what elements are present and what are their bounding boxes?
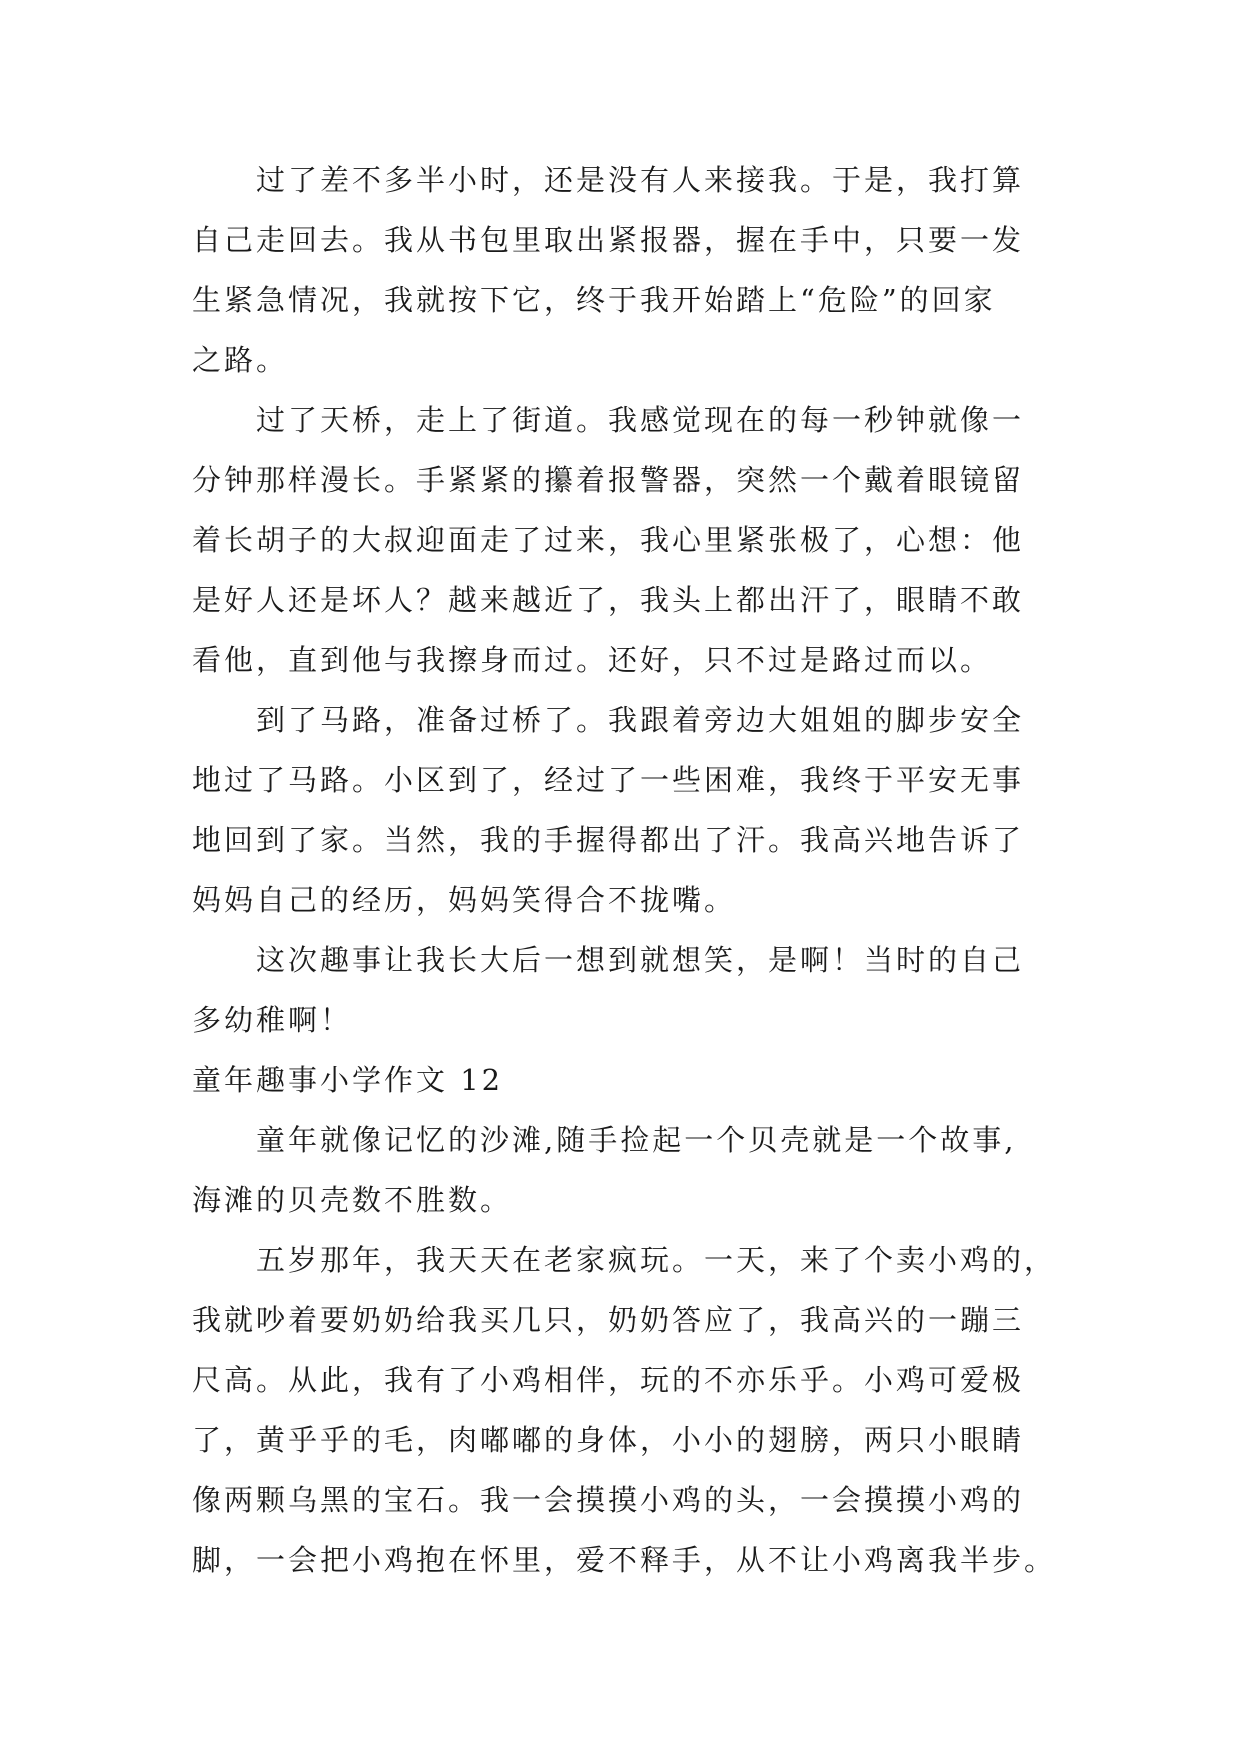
text-line: 像两颗乌黑的宝石。我一会摸摸小鸡的头，一会摸摸小鸡的	[192, 1483, 1025, 1517]
text-line: 童年就像记忆的沙滩,随手捡起一个贝壳就是一个故事,	[256, 1123, 1017, 1157]
text-line: 我就吵着要奶奶给我买几只，奶奶答应了，我高兴的一蹦三	[192, 1303, 1025, 1337]
paragraph-1	[192, 150, 1072, 390]
text-line: 分钟那样漫长。手紧紧的攥着报警器，突然一个戴着眼镜留	[192, 463, 1025, 497]
text-line: 这次趣事让我长大后一想到就想笑，是啊！当时的自己	[256, 943, 1025, 977]
text-line: 多幼稚啊！	[192, 1003, 353, 1037]
text-line: 生紧急情况，我就按下它，终于我开始踏上“危险”的回家	[192, 283, 996, 317]
text-line: 脚，一会把小鸡抱在怀里，爱不释手，从不让小鸡离我半步。	[192, 1543, 1057, 1577]
text-line: 之路。	[192, 343, 289, 377]
paragraph-3	[192, 690, 1072, 930]
text-line: 过了天桥，走上了街道。我感觉现在的每一秒钟就像一	[256, 403, 1025, 437]
paragraph-2	[192, 390, 1072, 690]
text-line: 五岁那年，我天天在老家疯玩。一天，来了个卖小鸡的，	[256, 1243, 1057, 1277]
paragraph-4	[192, 930, 1072, 1050]
text-line: 海滩的贝壳数不胜数。	[192, 1183, 513, 1217]
text-line: 过了差不多半小时，还是没有人来接我。于是，我打算	[256, 163, 1025, 197]
text-line: 了，黄乎乎的毛，肉嘟嘟的身体，小小的翅膀，两只小眼睛	[192, 1423, 1025, 1457]
paragraph-6	[192, 1230, 1072, 1590]
text-line: 自己走回去。我从书包里取出紧报器，握在手中，只要一发	[192, 223, 1025, 257]
paragraph-5	[192, 1110, 1072, 1230]
text-line: 着长胡子的大叔迎面走了过来，我心里紧张极了，心想：他	[192, 523, 1025, 557]
text-line: 地过了马路。小区到了，经过了一些困难，我终于平安无事	[192, 763, 1025, 797]
section-heading: 童年趣事小学作文 12	[192, 1063, 504, 1097]
text-line: 地回到了家。当然，我的手握得都出了汗。我高兴地告诉了	[192, 823, 1025, 857]
text-line: 是好人还是坏人？越来越近了，我头上都出汗了，眼睛不敢	[192, 583, 1025, 617]
text-line: 到了马路，准备过桥了。我跟着旁边大姐姐的脚步安全	[256, 703, 1025, 737]
text-line: 看他，直到他与我擦身而过。还好，只不过是路过而以。	[192, 643, 993, 677]
text-line: 尺高。从此，我有了小鸡相伴，玩的不亦乐乎。小鸡可爱极	[192, 1363, 1025, 1397]
document-body	[192, 150, 1072, 1590]
text-line: 妈妈自己的经历，妈妈笑得合不拢嘴。	[192, 883, 737, 917]
